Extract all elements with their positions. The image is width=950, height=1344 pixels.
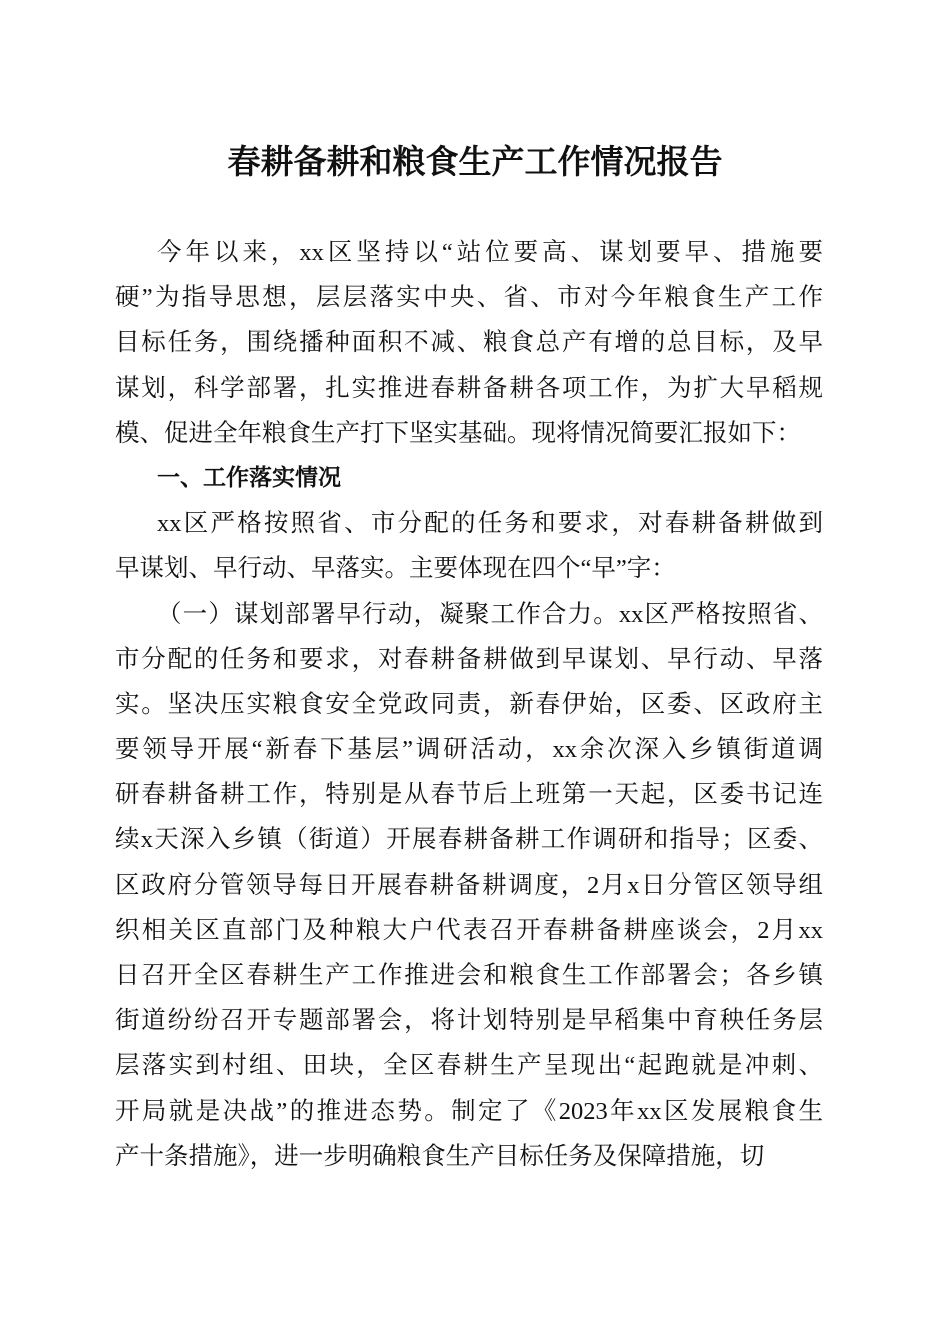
text-line: 模、促进全年粮食生产打下坚实基础。现将情况简要汇报如下： [115, 419, 801, 447]
text-line: 要领导开展“新春下基层”调研活动，xx余次深入乡镇街道调 [115, 736, 823, 764]
text-line: 织相关区直部门及种粮大户代表召开春耕备耕座谈会，2月xx [115, 916, 823, 944]
section-heading [115, 456, 823, 501]
text-line: 市分配的任务和要求，对春耕备耕做到早谋划、早行动、早落 [115, 645, 823, 673]
document-body [115, 230, 823, 1179]
text-line: 产十条措施》，进一步明确粮食生产目标任务及保障措施，切 [115, 1142, 765, 1170]
text-line: 区政府分管领导每日开展春耕备耕调度，2月x日分管区领导组 [115, 871, 823, 899]
text-line: 谋划，科学部署，扎实推进春耕备耕各项工作，为扩大早稻规 [115, 374, 823, 402]
text-line: （一）谋划部署早行动，凝聚工作合力。xx区严格按照省、 [157, 600, 823, 628]
document-title: 春耕备耕和粮食生产工作情况报告 [227, 142, 723, 181]
paragraph [115, 592, 823, 1179]
text-line: 日召开全区春耕生产工作推进会和粮食生工作部署会；各乡镇 [115, 962, 823, 989]
text-line: 实。坚决压实粮食安全党政同责，新春伊始，区委、区政府主 [115, 690, 823, 718]
text-line: 街道纷纷召开专题部署会，将计划特别是早稻集中育秧任务层 [115, 1007, 823, 1035]
text-line: xx区严格按照省、市分配的任务和要求，对春耕备耕做到 [157, 510, 823, 538]
text-line: 层落实到村组、田块，全区春耕生产呈现出“起跑就是冲刺、 [115, 1052, 823, 1080]
paragraph [115, 230, 823, 456]
text-line: 目标任务，围绕播种面积不减、粮食总产有增的总目标，及早 [115, 329, 823, 357]
text-line: 开局就是决战”的推进态势。制定了《2023年xx区发展粮食生 [115, 1097, 823, 1125]
paragraph [115, 501, 823, 591]
text-line: 今年以来，xx区坚持以“站位要高、谋划要早、措施要 [157, 239, 823, 266]
text-line: 续x天深入乡镇（街道）开展春耕备耕工作调研和指导；区委、 [115, 826, 823, 854]
text-line: 研春耕备耕工作，特别是从春节后上班第一天起，区委书记连 [115, 781, 823, 809]
text-line: 早谋划、早行动、早落实。主要体现在四个“早”字： [115, 555, 676, 583]
text-line: 硬”为指导思想，层层落实中央、省、市对今年粮食生产工作 [115, 284, 823, 312]
text-line: 一、工作落实情况 [157, 464, 341, 491]
